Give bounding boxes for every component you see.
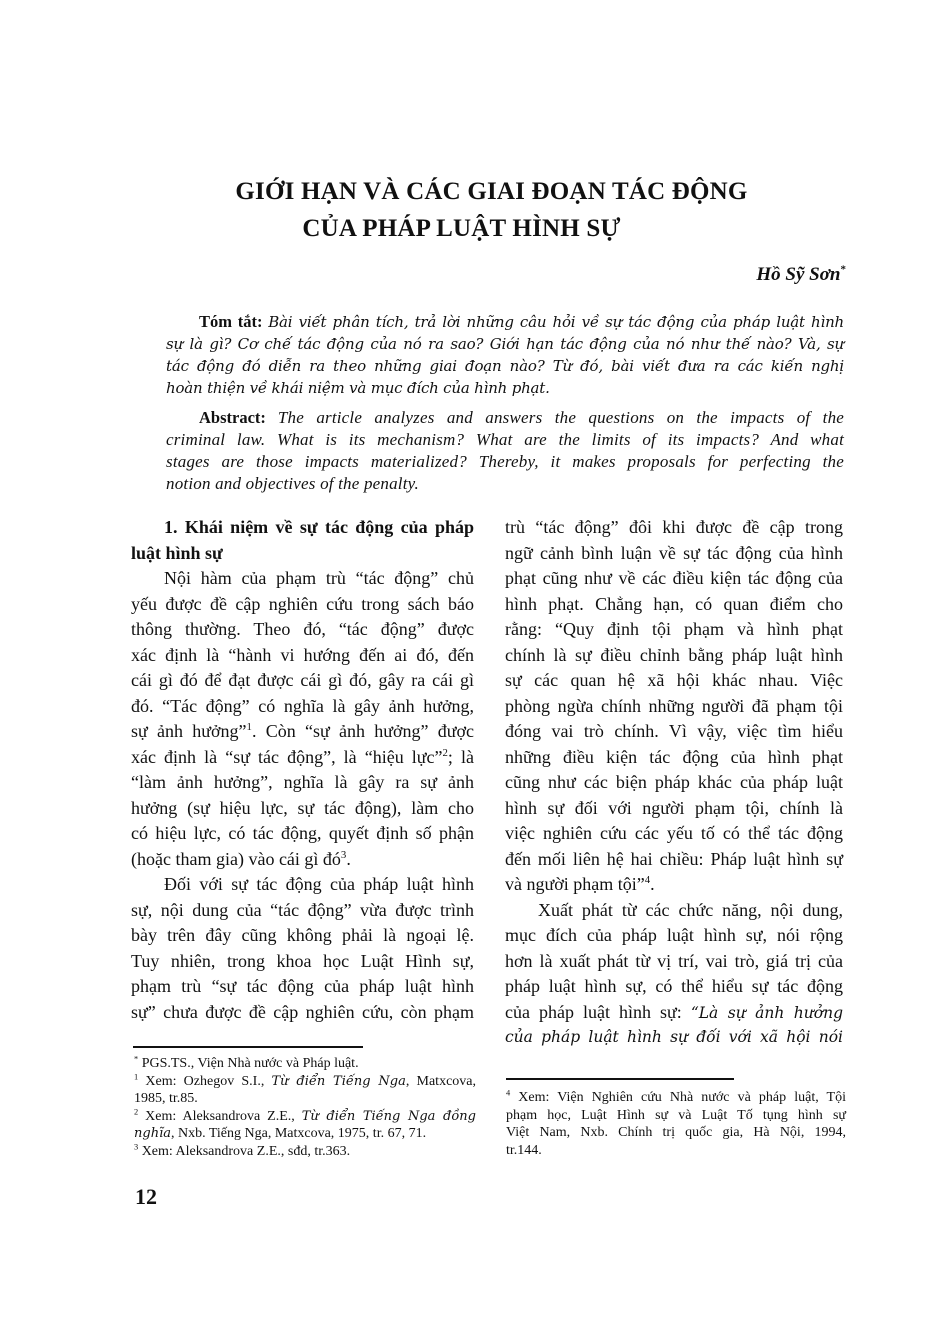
footnotes-left (134, 1055, 476, 1160)
body-line: Nội hàm của phạm trù “tác động” chủ (164, 568, 474, 588)
body-line: pháp luật hình sự, có thể hiểu sự tác động (505, 976, 843, 996)
body-line: yếu được đề cập nghiên cứu trong sách báo (131, 593, 474, 614)
body-line: sự các quan hệ xã hội khác nhau. Việc (505, 670, 843, 690)
quote-line: của pháp luật hình sự đối với xã hội nói (505, 1028, 843, 1046)
body-text: của pháp luật hình sự: (505, 1001, 691, 1022)
footnote-mark: 1 (134, 1071, 139, 1081)
body-line: trù “tác động” đôi khi được đề cập trong (505, 517, 843, 537)
footnote-mark: 4 (506, 1088, 511, 1098)
body-line: hình phạt. Chẳng hạn, có quan điểm cho (505, 593, 843, 614)
body-line (131, 719, 474, 745)
body-line: đó. “Tác động” có nghĩa là gây ảnh hưởng, (131, 695, 474, 716)
footnote-cont: Việt Nam, Nxb. Chính trị quốc gia, Hà Nội, 1994, (506, 1125, 846, 1140)
abstract-line: notion and objectives of the penalty. (166, 474, 419, 493)
footnote-cont: 1985, tr.85. (134, 1091, 198, 1106)
footnote-italic: Từ điển Tiếng Nga (271, 1073, 406, 1089)
abstract-line: criminal law. What is its mechanism? What are the limits of its impacts? And what (166, 430, 844, 449)
body-line: việc nghiên cứu các yếu tố có thể tác động (505, 823, 843, 843)
quote-text: “Là sự ảnh hưởng (690, 1003, 843, 1022)
abstract-line: stages are those impacts materialized? Thereby, it makes proposals for perfecting the (166, 452, 844, 471)
footnote-text: , Matxcova, (405, 1073, 476, 1089)
body-line: những điều kiện tác động của hình phạt (505, 746, 843, 767)
summary-vi-label: Tóm tắt: (199, 312, 263, 331)
footnote-italic: Từ điển Tiếng Nga đồng (301, 1108, 476, 1124)
body-text: (hoặc tham gia) vào cái gì đó (131, 848, 341, 869)
footnote (134, 1073, 476, 1091)
body-line: chính là sự điều chỉnh bằng pháp luật hình (505, 644, 843, 665)
body-line: mục đích của pháp luật hình sự, nói rộng (505, 925, 843, 945)
body-line: phạt cũng như về các điều kiện tác động của (505, 568, 843, 588)
footnote-text: Xem: Viện Nghiên cứu Nhà nước và pháp luật, Tội (518, 1090, 846, 1105)
footnote-separator-left (133, 1046, 363, 1048)
summary-vietnamese (166, 311, 844, 399)
footnote (134, 1143, 476, 1161)
footnote-ref: 3 (340, 848, 347, 861)
body-line (505, 1000, 843, 1026)
abstract-line (166, 407, 844, 429)
body-line: sự, nội dung của “tác động” vừa được trình (131, 899, 474, 920)
footnote-cont: phạm học, Luật Hình sự và Luật Tố tụng hình sự (506, 1107, 846, 1123)
body-line: Tuy nhiên, trong khoa học Luật Hình sự, (131, 950, 474, 971)
body-line (505, 872, 843, 898)
footnotes-right (506, 1089, 846, 1159)
footnote (134, 1108, 476, 1126)
author-name (756, 264, 846, 286)
body-line: đến mối liên hệ hai chiều: Pháp luật hình sự (505, 848, 843, 869)
author-text: Hồ Sỹ Sơn (756, 264, 841, 285)
body-line: rằng: “Quy định tội phạm và hình phạt (505, 619, 843, 639)
body-text: . Còn “sự ảnh hưởng” được (251, 721, 474, 741)
body-line (131, 847, 474, 873)
footnote-cont: tr.144. (506, 1142, 542, 1158)
body-line: cũng như các biện pháp khác của pháp luật (505, 772, 843, 792)
section-heading: luật hình sự (131, 542, 223, 563)
section-heading: 1. Khái niệm về sự tác động của pháp (164, 517, 474, 537)
page-number: 12 (135, 1184, 157, 1209)
abstract-english (166, 407, 844, 495)
body-line: sự” chưa được đề cập nghiên cứu, còn phạm (131, 1001, 474, 1022)
body-line: phòng ngừa chính những người đã phạm tội (505, 695, 843, 716)
footnote-cont (134, 1125, 476, 1143)
summary-vi-line: hoàn thiện về khái niệm và mục đích của hình phạt. (166, 379, 550, 397)
body-text: sự ảnh hưởng” (131, 721, 247, 741)
article-title-line-2: CỦA PHÁP LUẬT HÌNH SỰ (302, 215, 621, 242)
footnote-mark: 3 (134, 1141, 139, 1151)
summary-vi-line (166, 311, 844, 333)
body-line: thông thường. Theo đó, “tác động” được (131, 619, 474, 639)
body-text: . (650, 874, 655, 894)
body-line: ngữ cảnh bình luận về sự tác động của hình (505, 542, 843, 563)
body-line: Đối với sự tác động của pháp luật hình (164, 874, 474, 894)
body-line: đóng vai trò chính. Vì vậy, việc tìm hiểu (505, 721, 843, 741)
footnote (506, 1089, 846, 1107)
author-footnote-mark: * (840, 263, 846, 276)
body-line: Xuất phát từ các chức năng, nội dung, (538, 899, 843, 920)
left-column (131, 515, 474, 1025)
footnote (134, 1055, 476, 1073)
body-line: bày trên đây cũng không phải là ngoại lệ. (131, 925, 474, 945)
body-line: cái gì đó để đạt được cái gì đó, gây ra cái gì (131, 670, 474, 690)
footnote-ref: 2 (442, 746, 448, 759)
summary-vi-line: sự là gì? Cơ chế tác động của nó ra sao? Giới hạn tác động của nó như thế nào? Và, sự (166, 335, 844, 353)
summary-vi-line: tác động đó diễn ra theo những giai đoạn nào? Từ đó, bài viết đưa ra các kiến nghị (166, 357, 844, 375)
body-text: ; là (447, 746, 474, 767)
abstract-label: Abstract: (199, 408, 266, 427)
footnote-text: Xem: Aleksandrova Z.E., sđd, tr.363. (141, 1143, 351, 1159)
footnote-text: , Nxb. Tiếng Nga, Matxcova, 1975, tr. 67, 71. (170, 1126, 427, 1141)
body-line: “làm ảnh hưởng”, nghĩa là gây ra sự ảnh (131, 772, 474, 792)
body-text: và người phạm tội” (505, 874, 645, 894)
footnote-text: Xem: Ozhegov S.I., (145, 1073, 272, 1089)
footnote-text: Xem: Aleksandrova Z.E., (145, 1108, 302, 1124)
article-title-line-1: GIỚI HẠN VÀ CÁC GIAI ĐOẠN TÁC ĐỘNG (235, 178, 748, 205)
body-line: có hiệu lực, có tác động, quyết định số phận (131, 823, 474, 843)
summary-vi-text: Bài viết phân tích, trả lời những câu hỏi về sự tác động của pháp luật hình (268, 313, 845, 331)
body-line: hưởng (sự hiệu lực, sự tác động), làm cho (131, 797, 474, 818)
body-text: xác định là “sự tác động”, là “hiệu lực” (131, 746, 443, 767)
footnote-separator-right (506, 1078, 734, 1080)
body-line: phạm trù “sự tác động của pháp luật hình (131, 976, 474, 996)
abstract-text: The article analyzes and answers the questions on the impacts of the (277, 408, 845, 427)
footnote-mark: 2 (134, 1106, 139, 1116)
right-column (505, 515, 843, 1051)
footnote-mark: * (134, 1054, 139, 1064)
footnote-text: PGS.TS., Viện Nhà nước và Pháp luật. (141, 1056, 359, 1071)
body-text: . (346, 848, 351, 869)
body-line: xác định là “hành vi hướng đến ai đó, đến (131, 644, 474, 665)
footnote-italic: nghĩa (134, 1126, 171, 1141)
body-line (131, 745, 474, 771)
footnote-ref: 4 (644, 874, 651, 886)
body-line: hơn là xuất phát từ vị trí, vai trò, giá trị của (505, 950, 843, 971)
body-line: hình sự đối với người phạm tội, chính là (505, 797, 843, 818)
footnote-ref: 1 (246, 721, 252, 733)
